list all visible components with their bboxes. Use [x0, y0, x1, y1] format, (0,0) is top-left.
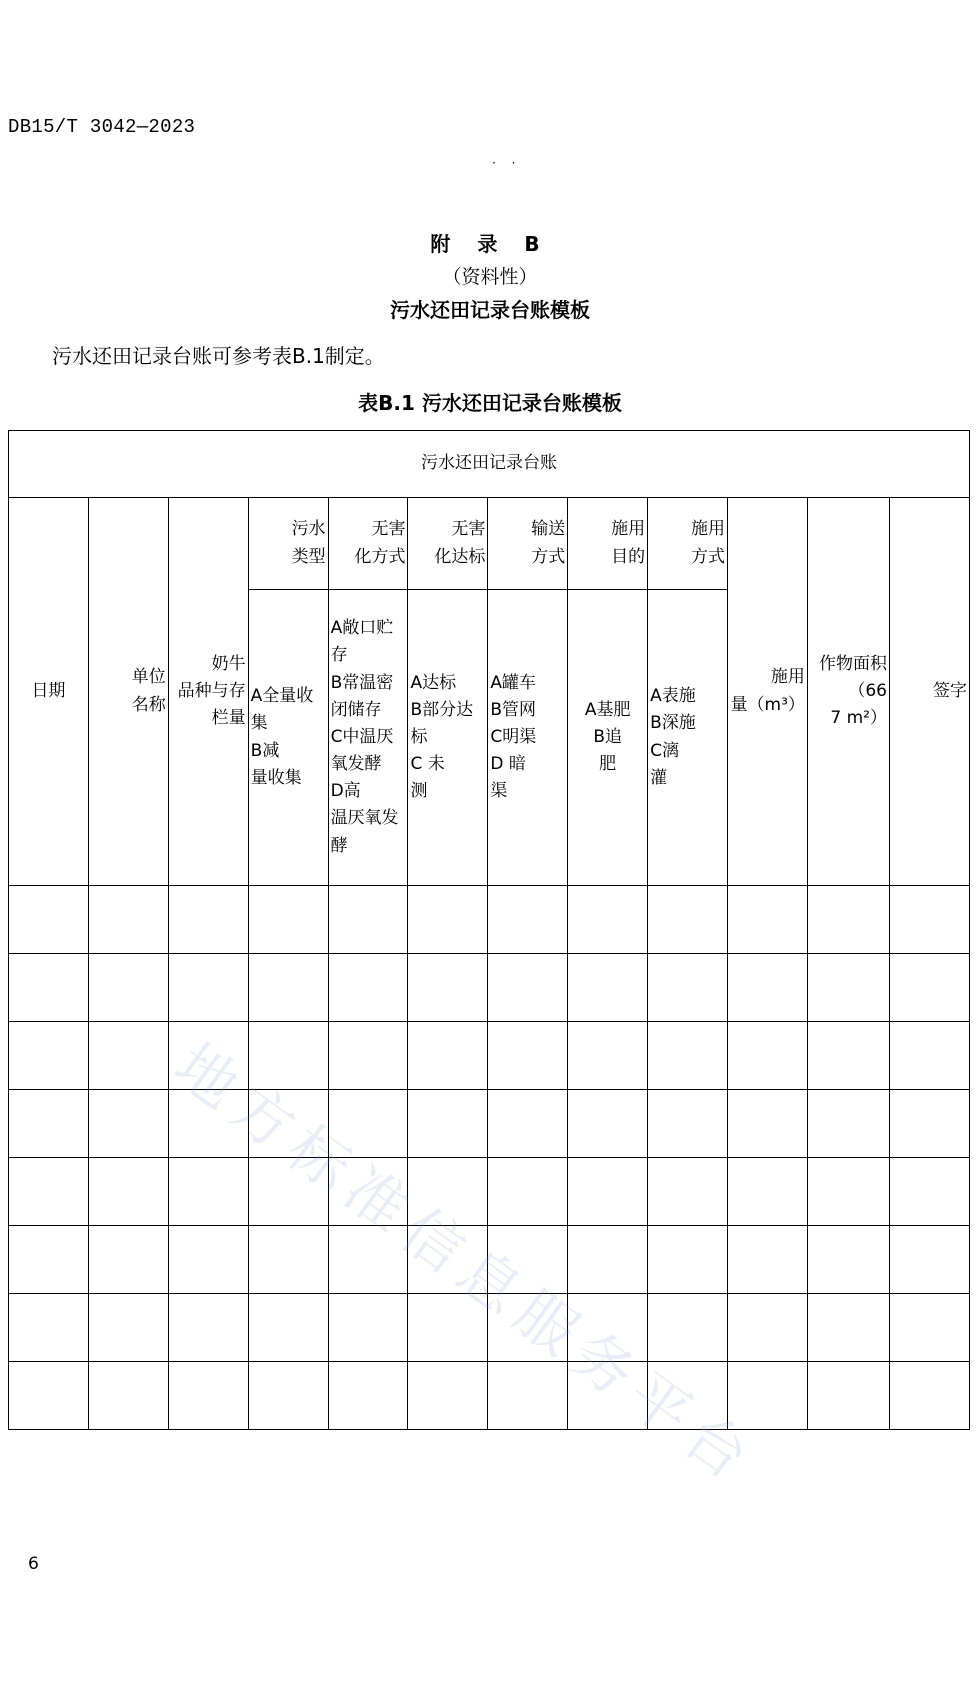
- table-cell[interactable]: [648, 886, 728, 954]
- table-cell[interactable]: [488, 1226, 568, 1294]
- header-transport-method: 输送 方式: [488, 498, 568, 590]
- table-cell[interactable]: [88, 1090, 168, 1158]
- table-row: [9, 954, 970, 1022]
- table-cell[interactable]: [889, 1090, 969, 1158]
- table-cell[interactable]: [728, 886, 808, 954]
- header-harmless-standard: 无害 化达标: [408, 498, 488, 590]
- table-cell[interactable]: [248, 1158, 328, 1226]
- header-harmless-method: 无害 化方式: [328, 498, 408, 590]
- table-cell[interactable]: [648, 1158, 728, 1226]
- table-row: [9, 1022, 970, 1090]
- table-cell[interactable]: [248, 1090, 328, 1158]
- table-cell[interactable]: [408, 1158, 488, 1226]
- table-cell[interactable]: [328, 954, 408, 1022]
- table-cell[interactable]: [648, 1090, 728, 1158]
- options-harmless-method: A敞口贮 存 B常温密 闭储存 C中温厌 氧发酵 D高 温厌氧发 酵: [328, 590, 408, 886]
- table-cell[interactable]: [568, 954, 648, 1022]
- ledger-table: [8, 430, 970, 1430]
- table-cell[interactable]: [88, 1294, 168, 1362]
- ledger-body: [9, 886, 970, 1430]
- page-number: 6: [28, 1554, 39, 1574]
- table-cell[interactable]: [88, 1022, 168, 1090]
- table-cell[interactable]: [807, 1294, 889, 1362]
- header-unit-name: 单位 名称: [88, 498, 168, 886]
- table-cell[interactable]: [568, 1090, 648, 1158]
- table-cell[interactable]: [488, 1362, 568, 1430]
- table-cell[interactable]: [728, 954, 808, 1022]
- table-cell[interactable]: [248, 886, 328, 954]
- table-cell[interactable]: [9, 954, 89, 1022]
- table-row: [9, 1090, 970, 1158]
- table-cell[interactable]: [168, 1158, 248, 1226]
- standard-code: DB15/T 3042—2023: [8, 116, 196, 138]
- table-cell[interactable]: [807, 954, 889, 1022]
- table-cell[interactable]: [88, 1362, 168, 1430]
- header-sewage-type: 污水 类型: [248, 498, 328, 590]
- table-cell[interactable]: [488, 1022, 568, 1090]
- table-cell[interactable]: [9, 1090, 89, 1158]
- options-sewage-type: A全量收 集 B减 量收集: [248, 590, 328, 886]
- options-apply-purpose: A基肥 B追 肥: [568, 590, 648, 886]
- options-harmless-standard: A达标 B部分达 标 C 未 测: [408, 590, 488, 886]
- intro-paragraph: 污水还田记录台账可参考表B.1制定。: [52, 344, 385, 368]
- table-cell[interactable]: [889, 954, 969, 1022]
- table-cell[interactable]: [408, 886, 488, 954]
- table-cell[interactable]: [88, 886, 168, 954]
- table-cell[interactable]: [568, 1226, 648, 1294]
- appendix-title: 附 录 B: [430, 232, 550, 256]
- table-cell[interactable]: [168, 886, 248, 954]
- table-cell[interactable]: [248, 1022, 328, 1090]
- table-cell[interactable]: [889, 886, 969, 954]
- table-cell[interactable]: [568, 1022, 648, 1090]
- table-cell[interactable]: [328, 1158, 408, 1226]
- table-cell[interactable]: [9, 1158, 89, 1226]
- header-signature: 签字: [889, 498, 969, 886]
- table-cell[interactable]: [9, 886, 89, 954]
- table-cell[interactable]: [408, 1022, 488, 1090]
- table-cell[interactable]: [488, 886, 568, 954]
- table-row: [9, 1226, 970, 1294]
- table-cell[interactable]: [889, 1362, 969, 1430]
- table-cell[interactable]: [728, 1294, 808, 1362]
- header-dots: · ·: [492, 156, 522, 170]
- table-cell[interactable]: [728, 1362, 808, 1430]
- table-cell[interactable]: [807, 1090, 889, 1158]
- header-apply-method: 施用 方式: [648, 498, 728, 590]
- table-cell[interactable]: [408, 1226, 488, 1294]
- table-cell[interactable]: [248, 1362, 328, 1430]
- table-cell[interactable]: [328, 1090, 408, 1158]
- options-transport-method: A罐车 B管网 C明渠 D 暗 渠: [488, 590, 568, 886]
- table-cell[interactable]: [328, 1362, 408, 1430]
- appendix-subtitle: 污水还田记录台账模板: [390, 298, 590, 322]
- table-caption: 表B.1 污水还田记录台账模板: [358, 391, 622, 415]
- table-cell[interactable]: [88, 1226, 168, 1294]
- table-cell[interactable]: [408, 1090, 488, 1158]
- table-cell[interactable]: [408, 1294, 488, 1362]
- table-cell[interactable]: [248, 954, 328, 1022]
- header-date: 日期: [9, 498, 89, 886]
- table-cell[interactable]: [807, 1158, 889, 1226]
- table-cell[interactable]: [328, 1294, 408, 1362]
- table-cell[interactable]: [168, 1362, 248, 1430]
- table-cell[interactable]: [648, 1226, 728, 1294]
- table-cell[interactable]: [9, 1362, 89, 1430]
- appendix-nature: （资料性）: [442, 266, 538, 288]
- table-cell[interactable]: [488, 1090, 568, 1158]
- header-apply-purpose: 施用 目的: [568, 498, 648, 590]
- table-cell[interactable]: [168, 1090, 248, 1158]
- table-cell[interactable]: [168, 1226, 248, 1294]
- table-cell[interactable]: [88, 954, 168, 1022]
- table-cell[interactable]: [248, 1226, 328, 1294]
- table-cell[interactable]: [889, 1226, 969, 1294]
- table-cell[interactable]: [408, 954, 488, 1022]
- table-cell[interactable]: [889, 1022, 969, 1090]
- table-cell[interactable]: [568, 1158, 648, 1226]
- table-cell[interactable]: [889, 1158, 969, 1226]
- table-cell[interactable]: [648, 954, 728, 1022]
- header-crop-area: 作物面积 （66 7 m²）: [807, 498, 889, 886]
- table-cell[interactable]: [568, 886, 648, 954]
- table-cell[interactable]: [807, 886, 889, 954]
- table-cell[interactable]: [488, 1294, 568, 1362]
- table-cell[interactable]: [88, 1158, 168, 1226]
- table-cell[interactable]: [648, 1294, 728, 1362]
- table-cell[interactable]: [9, 1226, 89, 1294]
- table-cell[interactable]: [168, 954, 248, 1022]
- table-cell[interactable]: [328, 1226, 408, 1294]
- table-cell[interactable]: [568, 1294, 648, 1362]
- table-cell[interactable]: [648, 1022, 728, 1090]
- table-cell[interactable]: [889, 1294, 969, 1362]
- table-row: [9, 1158, 970, 1226]
- table-cell[interactable]: [648, 1362, 728, 1430]
- table-cell[interactable]: [168, 1022, 248, 1090]
- table-cell[interactable]: [9, 1022, 89, 1090]
- table-cell[interactable]: [807, 1362, 889, 1430]
- table-cell[interactable]: [248, 1294, 328, 1362]
- table-cell[interactable]: [807, 1022, 889, 1090]
- table-cell[interactable]: [728, 1158, 808, 1226]
- watermark: 地方标准信息服务平台: [161, 1030, 769, 1499]
- table-row: [9, 1362, 970, 1430]
- table-cell[interactable]: [488, 1158, 568, 1226]
- table-cell[interactable]: [168, 1294, 248, 1362]
- table-cell[interactable]: [568, 1362, 648, 1430]
- header-apply-amount: 施用 量（m³）: [728, 498, 808, 886]
- table-cell[interactable]: [728, 1022, 808, 1090]
- table-cell[interactable]: [807, 1226, 889, 1294]
- options-apply-method: A表施 B深施 C漓 灌: [648, 590, 728, 886]
- table-cell[interactable]: [9, 1294, 89, 1362]
- table-row: [9, 1294, 970, 1362]
- table-cell[interactable]: [408, 1362, 488, 1430]
- table-cell[interactable]: [328, 886, 408, 954]
- table-cell[interactable]: [328, 1022, 408, 1090]
- ledger-title: 污水还田记录台账: [9, 431, 970, 498]
- table-row: [9, 886, 970, 954]
- table-cell[interactable]: [488, 954, 568, 1022]
- table-cell[interactable]: [728, 1226, 808, 1294]
- header-breed-stock: 奶牛 品种与存 栏量: [168, 498, 248, 886]
- table-cell[interactable]: [728, 1090, 808, 1158]
